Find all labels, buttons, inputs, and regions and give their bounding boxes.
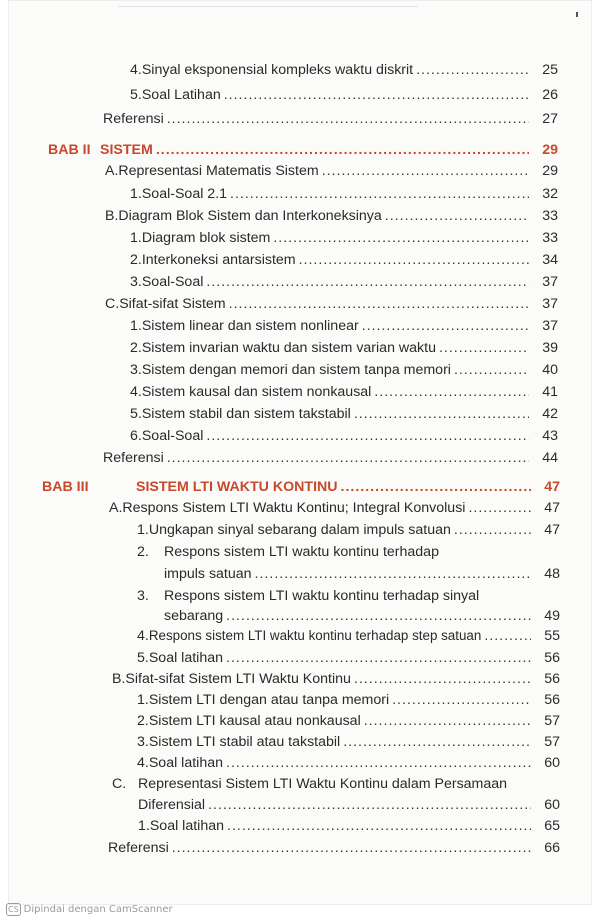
- entry-page: 56: [544, 692, 560, 708]
- toc-entry: [137, 755, 560, 777]
- toc-entry: [138, 818, 560, 840]
- entry-title: Referensi: [103, 111, 164, 127]
- entry-title: Respons Sistem LTI Waktu Kontinu; Integral Konvolusi: [122, 500, 466, 516]
- leader-dots: [299, 252, 529, 268]
- entry-title: Soal-Soal: [141, 428, 204, 444]
- toc-entry: [112, 776, 507, 792]
- entry-title: Sistem invarian waktu dan sistem varian waktu: [141, 340, 436, 356]
- leader-dots: [206, 428, 529, 444]
- chapter-page: 29: [542, 142, 558, 158]
- entry-number: 5.: [130, 87, 142, 103]
- entry-page: 37: [542, 318, 558, 334]
- entry-number: 3.: [137, 588, 149, 604]
- toc-entry: [130, 428, 558, 450]
- chapter-number: BAB II: [48, 142, 91, 158]
- entry-page: 43: [542, 428, 558, 444]
- leader-dots: [167, 111, 529, 127]
- leader-dots: [416, 62, 529, 78]
- toc-entry: [130, 406, 558, 428]
- chapter-page: 47: [544, 479, 560, 495]
- toc-entry: [137, 522, 560, 544]
- toc-entry: [137, 650, 560, 672]
- entry-page: 40: [542, 362, 558, 378]
- toc-entry: [130, 340, 558, 362]
- leader-dots: [226, 650, 531, 666]
- toc-entry: [130, 384, 558, 406]
- entry-page: 37: [542, 274, 558, 290]
- leader-dots: [227, 818, 531, 834]
- leader-dots: [362, 318, 529, 334]
- entry-number: C.: [112, 776, 127, 792]
- toc-entry-continuation: [164, 566, 560, 588]
- entry-number: 4.: [130, 384, 142, 400]
- entry-page: 56: [544, 671, 560, 687]
- entry-title: sebarang: [164, 608, 224, 624]
- entry-page: 56: [544, 650, 560, 666]
- watermark-text: Dipindai dengan CamScanner: [23, 904, 173, 915]
- entry-number: 3.: [130, 274, 142, 290]
- entry-number: B.: [105, 208, 119, 224]
- corner-mark: [576, 12, 578, 17]
- leader-dots: [374, 384, 529, 400]
- entry-page: 60: [544, 755, 560, 771]
- entry-title: Sistem linear dan sistem nonlinear: [141, 318, 359, 334]
- entry-title: Diagram blok sistem: [141, 230, 271, 246]
- entry-page: 47: [544, 500, 560, 516]
- entry-page: 37: [542, 296, 558, 312]
- toc-entry: [130, 274, 558, 296]
- leader-dots: [226, 608, 531, 624]
- entry-page: 34: [542, 252, 558, 268]
- leader-dots: [226, 755, 531, 771]
- leader-dots: [208, 797, 531, 813]
- entry-number: 4.: [137, 628, 149, 644]
- entry-title: Ungkapan sinyal sebarang dalam impuls satuan: [148, 522, 451, 538]
- entry-title: Sistem LTI kausal atau nonkausal: [148, 713, 361, 729]
- entry-page: 33: [542, 208, 558, 224]
- toc-entry: [137, 713, 560, 735]
- scanner-watermark: [6, 903, 173, 916]
- entry-title: Sistem LTI dengan atau tanpa memori: [148, 692, 390, 708]
- leader-dots: [454, 362, 529, 378]
- entry-title: Diagram Blok Sistem dan Interkoneksinya: [118, 208, 382, 224]
- leader-dots: [468, 500, 531, 516]
- entry-page: 32: [542, 186, 558, 202]
- leader-dots: [206, 274, 529, 290]
- entry-title: Sinyal eksponensial kompleks waktu diskrit: [141, 62, 414, 78]
- leader-dots: [392, 692, 531, 708]
- leader-dots: [385, 208, 529, 224]
- leader-dots: [454, 522, 531, 538]
- entry-title: Respons sistem LTI waktu kontinu terhadap step satuan: [148, 628, 482, 643]
- entry-title: Sistem LTI stabil atau takstabil: [148, 734, 341, 750]
- entry-number: A.: [105, 163, 119, 179]
- toc-entry: [112, 671, 560, 693]
- chapter-title: SISTEM LTI WAKTU KONTINU: [136, 479, 338, 495]
- leader-dots: [273, 230, 529, 246]
- leader-dots: [354, 406, 529, 422]
- entry-page: 60: [544, 797, 560, 813]
- entry-title: Sistem dengan memori dan sistem tanpa memori: [141, 362, 451, 378]
- entry-number: 4.: [137, 755, 149, 771]
- entry-title: Sistem stabil dan sistem takstabil: [141, 406, 351, 422]
- entry-title: Sifat-sifat Sistem LTI Waktu Kontinu: [125, 671, 351, 687]
- entry-number: 2.: [137, 713, 149, 729]
- leader-dots: [167, 450, 529, 466]
- entry-title: Interkoneksi antarsistem: [141, 252, 296, 268]
- entry-title: Referensi: [108, 840, 169, 856]
- entry-page: 25: [542, 62, 558, 78]
- entry-page: 26: [542, 87, 558, 103]
- entry-title: Diferensial: [138, 797, 206, 813]
- toc-entry: [103, 111, 558, 133]
- book-page: [8, 0, 592, 905]
- leader-dots: [230, 186, 529, 202]
- entry-page: 66: [544, 840, 560, 856]
- toc-entry: [103, 450, 558, 472]
- entry-number: 1.: [137, 692, 149, 708]
- chapter-number: BAB III: [42, 479, 89, 495]
- entry-page: 41: [542, 384, 558, 400]
- entry-title: Soal latihan: [149, 818, 224, 834]
- toc-entry: [130, 252, 558, 274]
- toc-entry: [137, 692, 560, 714]
- entry-title: Soal-Soal 2.1: [141, 186, 228, 202]
- entry-page: 44: [542, 450, 558, 466]
- entry-number: 4.: [130, 62, 142, 78]
- leader-dots: [354, 671, 531, 687]
- entry-number: 3.: [130, 362, 142, 378]
- entry-title: Soal Latihan: [141, 87, 221, 103]
- leader-dots: [322, 163, 529, 179]
- chapter-heading: [42, 479, 560, 501]
- entry-title: Representasi Sistem LTI Waktu Kontinu dalam Persamaan: [138, 776, 508, 792]
- entry-number: B.: [112, 671, 126, 687]
- leader-dots: [343, 734, 531, 750]
- entry-number: 1.: [130, 318, 142, 334]
- entry-page: 27: [542, 111, 558, 127]
- toc-entry: [130, 62, 558, 84]
- toc-entry: [130, 362, 558, 384]
- toc-entry: [130, 318, 558, 340]
- toc-entry-continuation: [164, 608, 560, 630]
- chapter-title: SISTEM: [100, 142, 153, 158]
- entry-page: 65: [544, 818, 560, 834]
- toc-entry: [137, 734, 560, 756]
- toc-entry: [130, 186, 558, 208]
- toc-entry: [130, 230, 558, 252]
- leader-dots: [439, 340, 529, 356]
- entry-number: 6.: [130, 428, 142, 444]
- entry-page: 29: [542, 163, 558, 179]
- entry-number: 1.: [138, 818, 150, 834]
- entry-number: 5.: [137, 650, 149, 666]
- entry-title: Soal latihan: [148, 755, 223, 771]
- leader-dots: [484, 628, 531, 644]
- entry-title: Sistem kausal dan sistem nonkausal: [141, 384, 372, 400]
- entry-number: 2.: [130, 340, 142, 356]
- entry-title: Respons sistem LTI waktu kontinu terhadap sinyal: [164, 588, 480, 604]
- entry-page: 33: [542, 230, 558, 246]
- leader-dots: [156, 142, 529, 158]
- entry-number: C.: [105, 296, 120, 312]
- leader-dots: [364, 713, 531, 729]
- top-rule: [118, 6, 418, 7]
- entry-page: 57: [544, 713, 560, 729]
- leader-dots: [229, 296, 529, 312]
- entry-page: 57: [544, 734, 560, 750]
- entry-title: Referensi: [103, 450, 164, 466]
- toc-entry: [105, 208, 558, 230]
- entry-page: 39: [542, 340, 558, 356]
- entry-title: Respons sistem LTI waktu kontinu terhadap: [164, 544, 439, 560]
- entry-number: 1.: [137, 522, 149, 538]
- toc-entry: [130, 87, 558, 109]
- entry-title: Soal latihan: [148, 650, 223, 666]
- leader-dots: [341, 479, 532, 495]
- toc-entry: [105, 296, 558, 318]
- toc-entry: [108, 840, 560, 862]
- entry-number: 1.: [130, 230, 142, 246]
- entry-number: 2.: [130, 252, 142, 268]
- entry-title: Soal-Soal: [141, 274, 204, 290]
- toc-entry: [109, 500, 560, 522]
- leader-dots: [224, 87, 529, 103]
- entry-page: 47: [544, 522, 560, 538]
- leader-dots: [255, 566, 531, 582]
- entry-number: 5.: [130, 406, 142, 422]
- entry-number: A.: [109, 500, 123, 516]
- entry-title: impuls satuan: [164, 566, 252, 582]
- camscanner-logo-icon: CS: [8, 905, 19, 914]
- toc-entry-continuation: [138, 797, 560, 819]
- entry-page: 49: [544, 608, 560, 624]
- chapter-heading: [48, 142, 558, 164]
- toc-entry: [105, 163, 558, 185]
- toc-entry: [137, 544, 439, 560]
- entry-number: 3.: [137, 734, 149, 750]
- entry-page: 55: [544, 628, 560, 644]
- entry-page: 48: [544, 566, 560, 582]
- toc-entry: [137, 628, 560, 650]
- entry-number: 2.: [137, 544, 149, 560]
- entry-number: 1.: [130, 186, 142, 202]
- entry-title: Representasi Matematis Sistem: [118, 163, 319, 179]
- entry-title: Sifat-sifat Sistem: [119, 296, 226, 312]
- entry-page: 42: [542, 406, 558, 422]
- toc-entry: [137, 588, 479, 604]
- leader-dots: [172, 840, 531, 856]
